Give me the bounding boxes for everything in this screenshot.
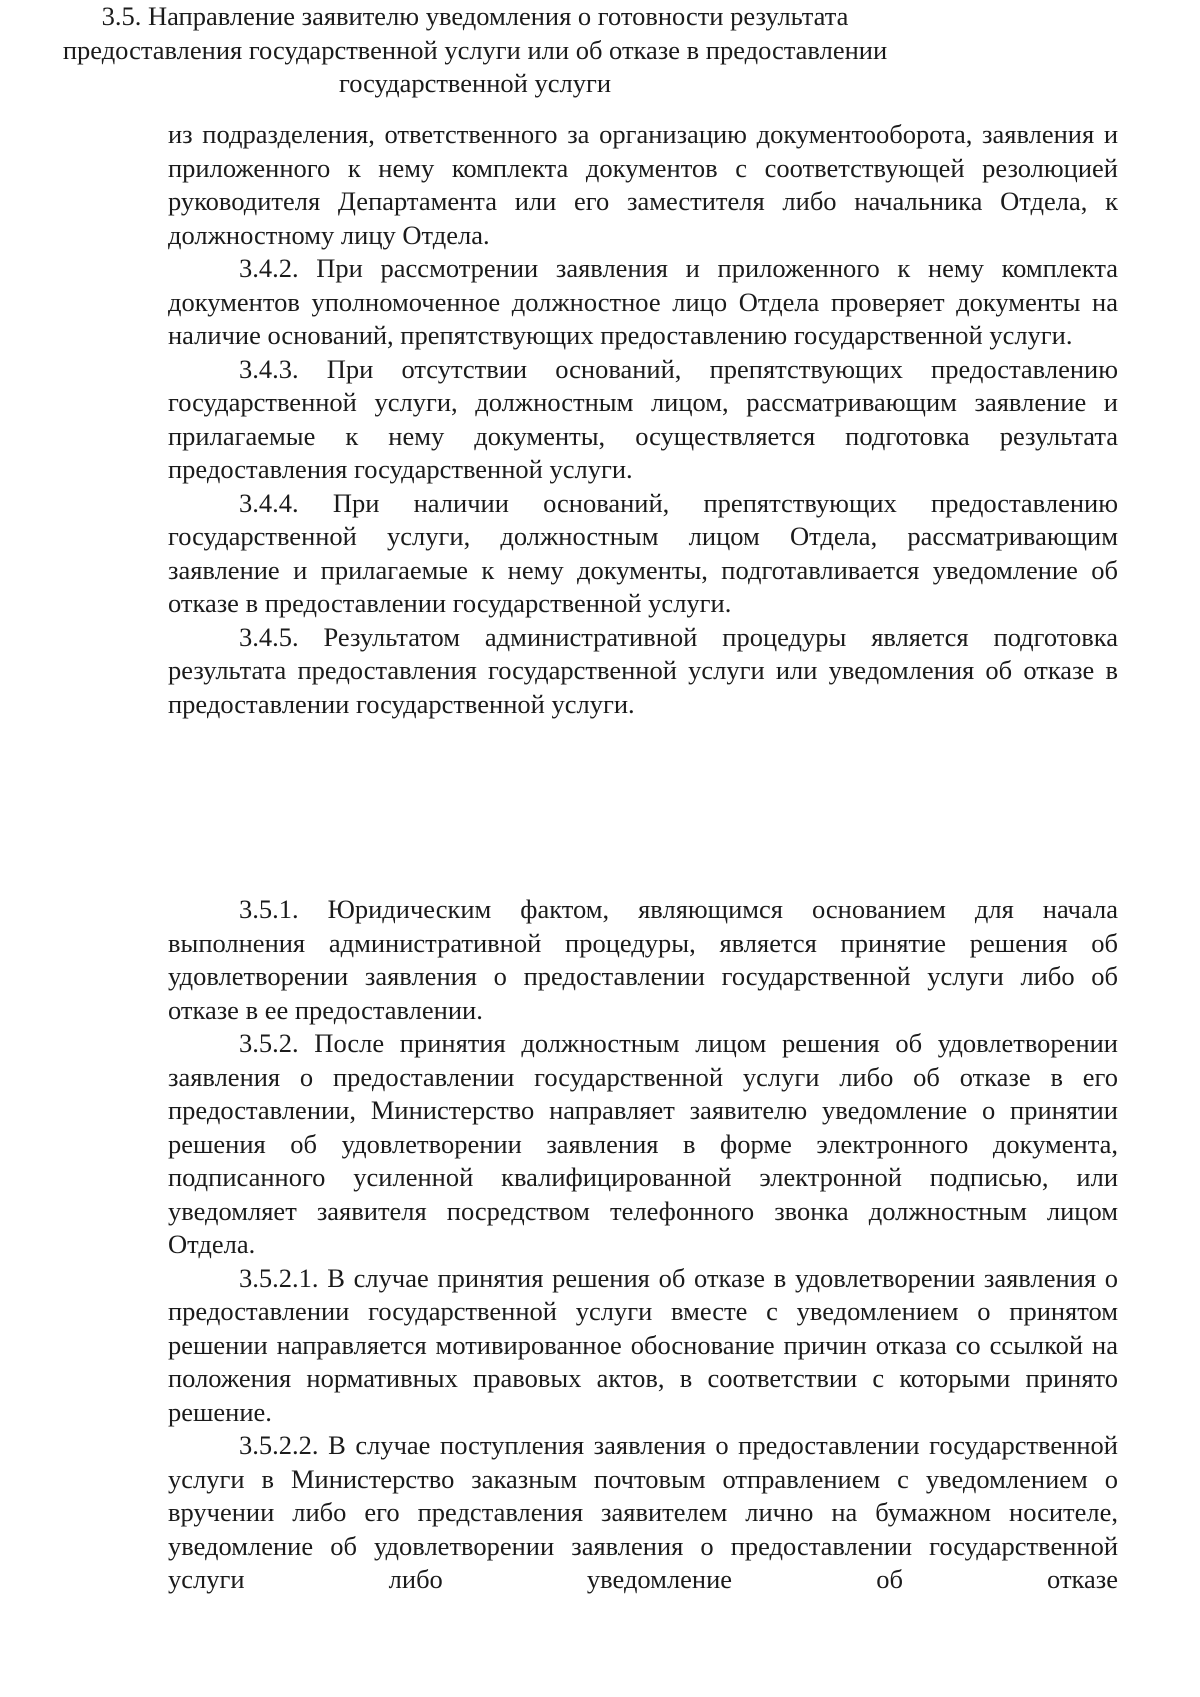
paragraph-3-4-3: 3.4.3. При отсутствии оснований, препятствующих предоставлению государственной услуги, должностным лицом, рассматривающим заявление и прилагаемые к нему документы, осуществляется подготовка результата предоставления государственной услуги. bbox=[168, 353, 1118, 484]
paragraph-3-4-2: 3.4.2. При рассмотрении заявления и приложенного к нему комплекта документов уполномоченное должностное лицо Отдела проверяет документы на наличие оснований, препятствующих предоставлению государственной услуги. bbox=[168, 253, 1118, 350]
paragraph-3-5-2-1: 3.5.2.1. В случае принятия решения об отказе в удовлетворении заявления о предоставлении государственной услуги вместе с уведомлением о принятом решении направляется мотивированное обоснование причин отказа со ссылкой на положения нормативных правовых актов, в соответствии с которыми принято решение. bbox=[168, 1262, 1118, 1427]
paragraph-3-5-2: 3.5.2. После принятия должностным лицом решения об удовлетворении заявления о предоставлении государственной услуги либо об отказе в его предоставлении, Министерство направляет заявителю уведомление о принятии решения об удовлетворении заявления в форме электронного документа, подписанного усиленной квалифицированной электронной подписью, или уведомляет заявителя посредством телефонного звонка должностным лицом Отдела. bbox=[168, 1028, 1118, 1259]
text-block-top bbox=[168, 118, 1118, 721]
paragraph-3-4-5: 3.4.5. Результатом административной процедуры является подготовка результата предоставления государственной услуги или уведомления об отказе в предоставлении государственной услуги. bbox=[168, 621, 1118, 719]
paragraph-3-5-2-2: 3.5.2.2. В случае поступления заявления о предоставлении государственной услуги в Министерство заказным почтовым отправлением с уведомлением о вручении либо его представления заявителем лично на бумажном носителе, уведомление об удовлетворении заявления о предоставлении государственной услуги либо уведомление об отказе bbox=[168, 1430, 1118, 1594]
text-block-bottom bbox=[168, 893, 1118, 1597]
section-heading-line-1: 3.5. Направление заявителю уведомления о готовности результата bbox=[101, 1, 849, 31]
section-heading-line-2: предоставления государственной услуги или об отказе в предоставлении bbox=[62, 34, 888, 65]
section-heading bbox=[0, 0, 950, 101]
paragraph-3-4-4: 3.4.4. При наличии оснований, препятствующих предоставлению государственной услуги, должностным лицом Отдела, рассматривающим заявление и прилагаемые к нему документы, подготавливается уведомление об отказе в предоставлении государственной услуги. bbox=[168, 487, 1118, 618]
paragraph-continuation: из подразделения, ответственного за организацию документооборота, заявления и приложенного к нему комплекта документов с соответствующей резолюцией руководителя Департамента или его заместителя либо начальника Отдела, к должностному лицу Отдела. bbox=[168, 119, 1118, 250]
section-heading-line-3: государственной услуги bbox=[338, 68, 612, 98]
paragraph-3-5-1: 3.5.1. Юридическим фактом, являющимся основанием для начала выполнения административной процедуры, является принятие решения об удовлетворении заявления о предоставлении государственной услуги либо об отказе в ее предоставлении. bbox=[168, 894, 1118, 1025]
section-heading-3-5 bbox=[0, 0, 950, 101]
